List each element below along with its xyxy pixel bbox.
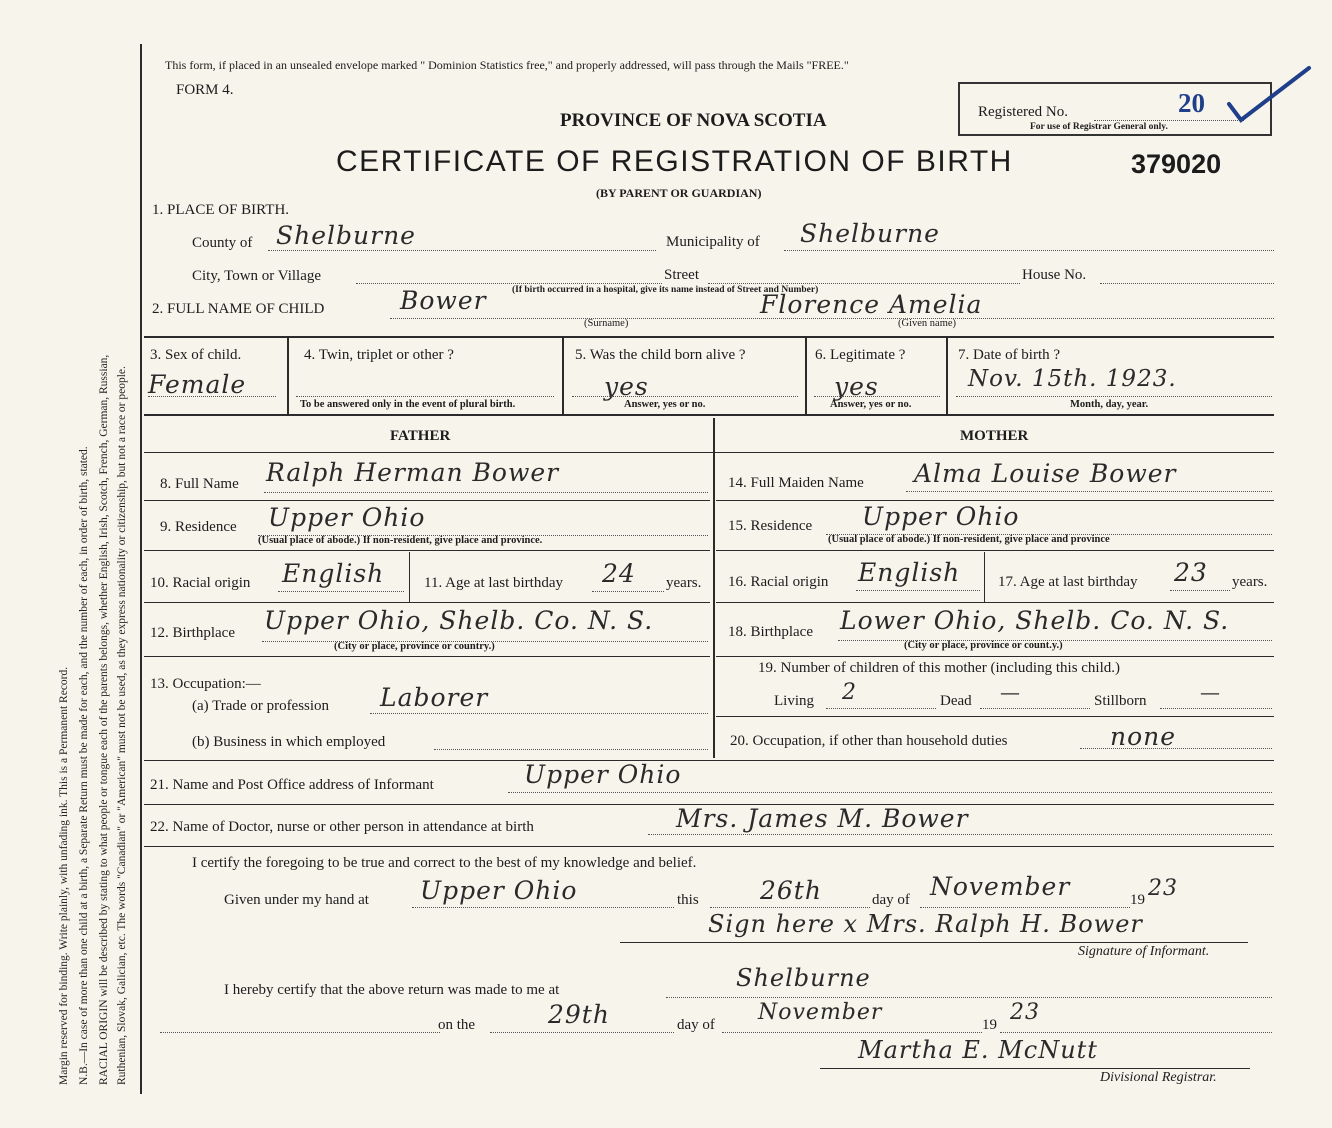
certificate-title: CERTIFICATE OF REGISTRATION OF BIRTH [336,145,1013,178]
informant-signature: Sign here x Mrs. Ralph H. Bower [708,910,1143,938]
certify-statement: I certify the foregoing to be true and correct to the best of my knowledge and belief. [192,855,697,871]
province-heading: PROVINCE OF NOVA SCOTIA [560,110,827,131]
margin-rule [140,44,142,1094]
father-residence-note: (Usual place of abode.) If non-resident, give place and province. [258,535,543,546]
hospital-note: (If birth occurred in a hospital, give its name instead of Street and Number) [512,285,819,295]
place-of-birth-label: 1. PLACE OF BIRTH. [152,202,290,218]
child-given-value: Florence Amelia [760,290,983,319]
living-value: 2 [842,680,857,705]
mother-age-label: 17. Age at last birthday [998,574,1138,590]
child-surname-value: Bower [400,286,487,315]
return-month-value: November [758,1000,883,1025]
municipality-value: Shelburne [800,219,940,248]
informant-signature-caption: Signature of Informant. [1078,944,1210,959]
mother-residence-note: (Usual place of abode.) If non-resident, give place and province [828,534,1110,545]
mother-race-label: 16. Racial origin [728,574,829,590]
father-age-label: 11. Age at last birthday [424,575,563,591]
dob-note: Month, day, year. [1070,399,1149,410]
street-label: Street [664,267,699,283]
legitimate-value: yes [834,372,879,401]
registrar-note: For use of Registrar General only. [1030,122,1168,132]
return-day-of-label: day of [677,1017,715,1033]
mother-name-label: 14. Full Maiden Name [728,475,864,491]
registered-value: 20 [1178,88,1205,118]
given-day-value: 26th [760,876,822,905]
father-residence-label: 9. Residence [160,519,237,535]
surname-caption: (Surname) [584,318,629,329]
return-day-value: 29th [548,1000,610,1029]
father-age-value: 24 [602,559,636,588]
father-race-label: 10. Racial origin [150,575,251,591]
living-label: Living [774,693,814,709]
legitimate-label: 6. Legitimate ? [815,347,906,363]
racial-origin-note-1: RACIAL ORIGIN will be described by stating to what people or tongue each of the parents belongs, whether English, Irish, Scotch, French, German, Russian, [98,354,110,1085]
binding-margin [0,0,140,1128]
informant-label: 21. Name and Post Office address of Informant [150,777,434,793]
given-caption: (Given name) [898,318,957,329]
county-value: Shelburne [276,221,416,250]
alive-value: yes [604,372,649,401]
dead-value: — [1000,680,1021,704]
mother-birthplace-note: (City or place, province or count.y.) [904,640,1063,651]
twin-note: To be answered only in the event of plural birth. [300,399,516,410]
day-of-label: day of [872,892,910,908]
certificate-subtitle: (BY PARENT OR GUARDIAN) [596,186,762,200]
alive-note: Answer, yes or no. [624,399,706,410]
dob-value: Nov. 15th. 1923. [968,366,1177,392]
checkmark-icon [1225,62,1315,132]
given-month-value: November [930,872,1071,901]
return-place-value: Shelburne [736,964,871,992]
alive-label: 5. Was the child born alive ? [575,347,746,363]
business-label: (b) Business in which employed [192,734,386,750]
form-number: FORM 4. [176,82,234,98]
serial-number: 379020 [1131,149,1222,179]
return-label: I hereby certify that the above return was made to me at [224,982,560,998]
child-name-label: 2. FULL NAME OF CHILD [152,301,325,317]
father-heading: FATHER [390,428,451,444]
doctor-label: 22. Name of Doctor, nurse or other person in attendance at birth [150,819,534,835]
father-race-value: English [282,559,385,588]
municipality-label: Municipality of [666,234,760,250]
father-years: years. [666,575,702,591]
father-residence-value: Upper Ohio [268,503,426,532]
mother-heading: MOTHER [960,428,1029,444]
doctor-value: Mrs. James M. Bower [676,804,969,833]
given-year-value: 23 [1148,876,1178,901]
mother-age-value: 23 [1174,558,1208,587]
on-the-label: on the [438,1017,476,1033]
mail-notice: This form, if placed in an unsealed envelope marked " Dominion Statistics free," and properly addressed, will pass through the Mails "FREE." [165,58,849,72]
trade-label: (a) Trade or profession [192,698,330,714]
given-under-label: Given under my hand at [224,892,369,908]
legitimate-note: Answer, yes or no. [830,399,912,410]
children-count-label: 19. Number of children of this mother (including this child.) [758,660,1121,676]
year-prefix: 19 [1130,892,1145,908]
dob-label: 7. Date of birth ? [958,347,1061,363]
stillborn-label: Stillborn [1094,693,1147,709]
mother-occupation-value: none [1110,722,1177,751]
mother-residence-label: 15. Residence [728,518,813,534]
mother-residence-value: Upper Ohio [862,502,1020,531]
sex-label: 3. Sex of child. [150,347,242,363]
twin-label: 4. Twin, triplet or other ? [304,347,454,363]
father-birthplace-label: 12. Birthplace [150,625,235,641]
mother-birthplace-label: 18. Birthplace [728,624,813,640]
father-name-value: Ralph Herman Bower [266,458,560,487]
mother-birthplace-value: Lower Ohio, Shelb. Co. N. S. [840,606,1230,635]
dead-label: Dead [940,693,972,709]
father-birthplace-note: (City or place, province or country.) [334,641,495,652]
mother-occupation-label: 20. Occupation, if other than household duties [730,733,1008,749]
county-label: County of [192,235,253,251]
mother-years: years. [1232,574,1268,590]
trade-value: Laborer [380,683,489,712]
this-label: this [677,892,699,908]
father-name-label: 8. Full Name [160,476,239,492]
informant-value: Upper Ohio [524,760,682,789]
house-number-label: House No. [1022,267,1087,283]
racial-origin-note-2: Ruthenian, Slovak, Galician, etc. The words "Canadian" or "American" must not be used, as they express nationality or citizenship, but not a race or people. [116,366,128,1085]
stillborn-value: — [1200,680,1221,704]
return-year-prefix: 19 [982,1017,997,1033]
city-label: City, Town or Village [192,268,322,284]
mother-name-value: Alma Louise Bower [914,459,1177,488]
return-year-value: 23 [1010,1000,1040,1025]
father-birthplace-value: Upper Ohio, Shelb. Co. N. S. [264,606,654,635]
margin-note: Margin reserved for binding. Write plainly, with unfading ink. This is a Permanent Record. [58,666,70,1085]
father-occupation-label: 13. Occupation:— [150,676,261,692]
sex-value: Female [148,370,247,399]
registrar-signature: Martha E. McNutt [858,1036,1098,1064]
plural-birth-note: N.B.—In case of more than one child at a birth, a Separate Return must be made for each, and the number of each, in order of birth, stated. [78,446,90,1085]
mother-race-value: English [858,558,961,587]
registered-label: Registered No. [978,104,1068,120]
given-place-value: Upper Ohio [420,876,578,905]
registrar-caption: Divisional Registrar. [1100,1070,1217,1085]
